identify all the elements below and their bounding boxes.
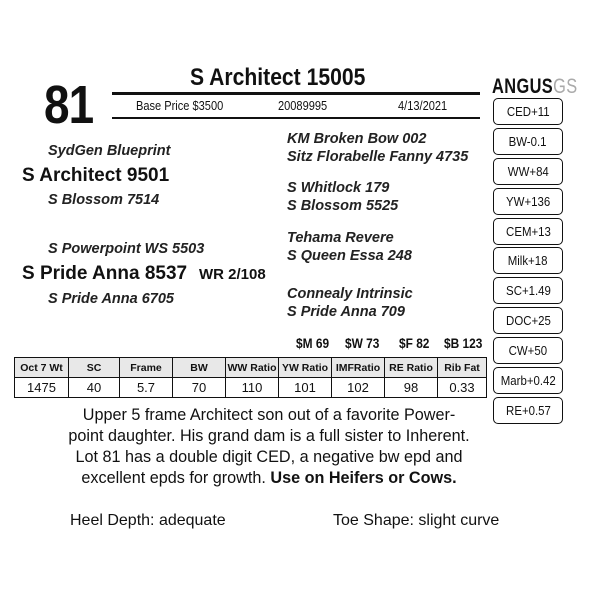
value-cell: 1475 bbox=[15, 378, 69, 398]
value-cell: 0.33 bbox=[438, 378, 487, 398]
header-cell: BW bbox=[173, 358, 226, 378]
epd-box bbox=[493, 188, 563, 215]
sire-dam: S Blossom 7514 bbox=[48, 192, 160, 208]
dam-grand-sire-dam: S Queen Essa 248 bbox=[287, 248, 412, 264]
logo-suffix: GS bbox=[553, 75, 578, 98]
epd-box bbox=[493, 158, 563, 185]
value-cell: 5.7 bbox=[120, 378, 173, 398]
description-emphasis: Use on Heifers or Cows. bbox=[270, 469, 457, 487]
dam: S Pride Anna 8537 bbox=[22, 263, 188, 284]
grand-dam-dam: S Blossom 5525 bbox=[287, 198, 399, 214]
header-cell: Oct 7 Wt bbox=[15, 358, 69, 378]
epd-box bbox=[493, 337, 563, 364]
index-m: $M 69 bbox=[296, 335, 330, 351]
description-line bbox=[34, 468, 504, 489]
table-value-row bbox=[15, 378, 487, 398]
epd-box bbox=[493, 367, 563, 394]
header-cell: YW Ratio bbox=[279, 358, 332, 378]
value-cell: 110 bbox=[226, 378, 279, 398]
epd-marb: Marb+0.42 bbox=[500, 373, 556, 389]
sire-sire: SydGen Blueprint bbox=[48, 143, 171, 159]
header-cell: WW Ratio bbox=[226, 358, 279, 378]
epd-ww: WW+84 bbox=[507, 163, 549, 179]
header-underline bbox=[112, 117, 480, 119]
lot-number: 81 bbox=[44, 75, 94, 135]
registration-number: 20089995 bbox=[278, 98, 328, 113]
header-cell: Rib Fat bbox=[438, 358, 487, 378]
epd-column bbox=[493, 98, 565, 427]
performance-table bbox=[14, 357, 487, 398]
epd-milk: Milk+18 bbox=[508, 253, 548, 269]
epd-sc: SC+1.49 bbox=[505, 283, 551, 299]
index-b: $B 123 bbox=[444, 335, 483, 351]
header-cell: RE Ratio bbox=[385, 358, 438, 378]
description-line: point daughter. His grand dam is a full sister to Inherent. bbox=[68, 427, 470, 445]
grand-sire-sire: KM Broken Bow 002 bbox=[287, 131, 427, 147]
value-cell: 98 bbox=[385, 378, 438, 398]
epd-box bbox=[493, 307, 563, 334]
dam-dam: S Pride Anna 6705 bbox=[48, 291, 174, 307]
epd-yw: YW+136 bbox=[505, 193, 551, 209]
toe-shape: Toe Shape: slight curve bbox=[333, 512, 500, 529]
epd-box bbox=[493, 218, 563, 245]
value-cell: 101 bbox=[279, 378, 332, 398]
grand-sire-dam: Sitz Florabelle Fanny 4735 bbox=[287, 149, 469, 165]
index-w: $W 73 bbox=[345, 335, 380, 351]
dam-grand-sire-sire: Tehama Revere bbox=[287, 230, 394, 246]
epd-cw: CW+50 bbox=[508, 343, 548, 359]
epd-doc: DOC+25 bbox=[505, 313, 551, 329]
header-cell: Frame bbox=[120, 358, 173, 378]
birth-date: 4/13/2021 bbox=[398, 98, 448, 113]
epd-box bbox=[493, 277, 563, 304]
epd-re: RE+0.57 bbox=[505, 402, 551, 418]
dam-grand-dam-dam: S Pride Anna 709 bbox=[287, 304, 405, 320]
base-price: Base Price $3500 bbox=[136, 98, 224, 113]
heel-depth: Heel Depth: adequate bbox=[70, 512, 226, 529]
sire: S Architect 9501 bbox=[22, 165, 170, 186]
value-cell: 102 bbox=[332, 378, 385, 398]
grand-dam-sire: S Whitlock 179 bbox=[287, 180, 390, 196]
value-cell: 40 bbox=[69, 378, 120, 398]
header-cell: SC bbox=[69, 358, 120, 378]
dam-sire: S Powerpoint WS 5503 bbox=[48, 241, 205, 257]
epd-bw: BW-0.1 bbox=[509, 133, 547, 149]
epd-ced: CED+11 bbox=[506, 104, 550, 119]
value-cell: 70 bbox=[173, 378, 226, 398]
animal-name: S Architect 15005 bbox=[190, 64, 366, 91]
logo-main: ANGUS bbox=[492, 75, 554, 98]
index-f: $F 82 bbox=[399, 335, 430, 351]
header-cell: IMFRatio bbox=[332, 358, 385, 378]
description-line: Lot 81 has a double digit CED, a negative bw epd and bbox=[75, 448, 463, 466]
header-divider bbox=[112, 92, 480, 95]
description-text: excellent epds for growth. bbox=[81, 469, 266, 487]
table-header-row bbox=[15, 358, 487, 378]
epd-box bbox=[493, 247, 563, 274]
angus-logo bbox=[492, 75, 578, 99]
description-line: Upper 5 frame Architect son out of a favorite Power- bbox=[82, 406, 456, 424]
dam-grand-dam-sire: Connealy Intrinsic bbox=[287, 286, 413, 302]
epd-box bbox=[493, 128, 563, 155]
epd-box bbox=[493, 98, 563, 125]
epd-cem: CEM+13 bbox=[505, 223, 551, 239]
lot-description bbox=[34, 405, 504, 489]
dam-weaning-ratio: WR 2/108 bbox=[199, 266, 266, 283]
